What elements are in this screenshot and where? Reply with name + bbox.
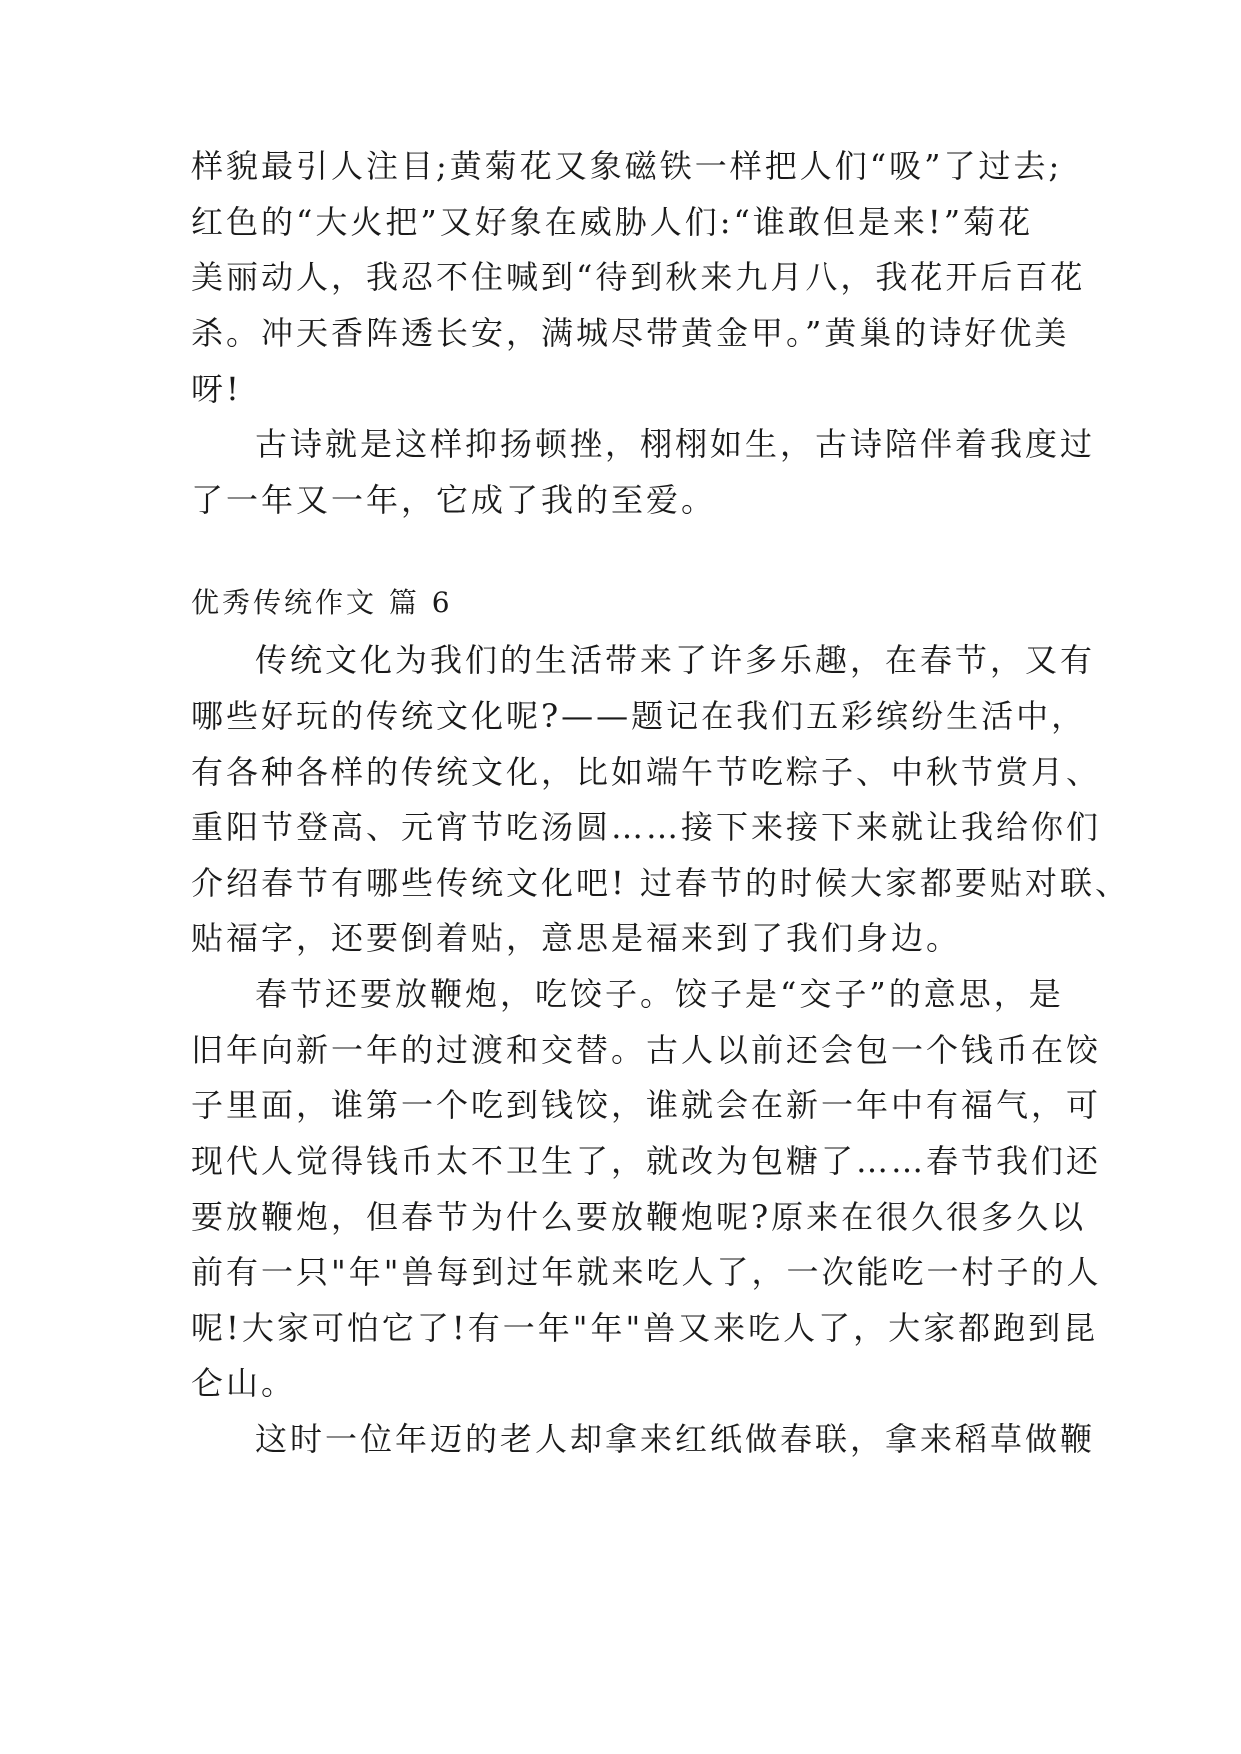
paragraph-line: 要放鞭炮，但春节为什么要放鞭炮呢?原来在很久很多久以: [191, 1198, 1087, 1236]
paragraph-line: 美丽动人，我忍不住喊到“待到秋来九月八，我花开后百花: [191, 258, 1086, 296]
paragraph-line: 呀!: [191, 370, 242, 408]
paragraph-line: 贴福字，还要倒着贴，意思是福来到了我们身边。: [191, 919, 962, 957]
paragraph-line: 古诗就是这样抑扬顿挫，栩栩如生，古诗陪伴着我度过: [255, 425, 1096, 463]
paragraph-line: 旧年向新一年的过渡和交替。古人以前还会包一个钱币在饺: [191, 1031, 1102, 1069]
paragraph-line: 哪些好玩的传统文化呢?——题记在我们五彩缤纷生活中，: [191, 697, 1087, 735]
paragraph-line: 现代人觉得钱币太不卫生了，就改为包糖了……春节我们还: [191, 1142, 1102, 1180]
paragraph-line: 子里面，谁第一个吃到钱饺，谁就会在新一年中有福气，可: [191, 1086, 1102, 1124]
paragraph-line: 重阳节登高、元宵节吃汤圆……接下来接下来就让我给你们: [191, 808, 1102, 846]
paragraph-line: 红色的“大火把”又好象在威胁人们:“谁敢但是来!”菊花: [191, 203, 1034, 241]
paragraph-line: 有各种各样的传统文化，比如端午节吃粽子、中秋节赏月、: [191, 753, 1102, 791]
paragraph-line: 仑山。: [191, 1364, 297, 1402]
paragraph-line: 了一年又一年，它成了我的至爱。: [191, 481, 717, 519]
paragraph-line: 传统文化为我们的生活带来了许多乐趣，在春节，又有: [255, 641, 1096, 679]
paragraph-line: 介绍春节有哪些传统文化吧! 过春节的时候大家都要贴对联、: [191, 864, 1131, 902]
section-heading: 优秀传统作文 篇 6: [191, 586, 453, 619]
paragraph-line: 呢!大家可怕它了!有一年"年"兽又来吃人了，大家都跑到昆: [191, 1309, 1099, 1347]
paragraph-line: 样貌最引人注目;黄菊花又象磁铁一样把人们“吸”了过去;: [191, 147, 1063, 185]
paragraph-line: 前有一只"年"兽每到过年就来吃人了，一次能吃一村子的人: [191, 1253, 1102, 1291]
paragraph-line: 杀。冲天香阵透长安，满城尽带黄金甲。”黄巢的诗好优美: [191, 314, 1070, 352]
paragraph-line: 春节还要放鞭炮，吃饺子。饺子是“交子”的意思，是: [255, 975, 1064, 1013]
paragraph-line: 这时一位年迈的老人却拿来红纸做春联，拿来稻草做鞭: [255, 1420, 1096, 1458]
